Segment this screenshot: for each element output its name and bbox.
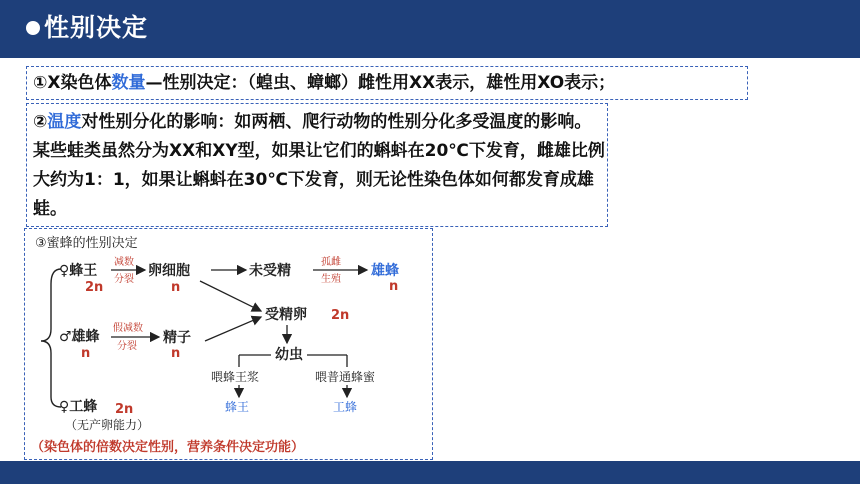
page-title: 性别决定 [44,13,149,42]
queen-result-label: 蜂王 [225,400,250,414]
worker-ploidy: 2n [115,402,134,417]
drone-label: ♂雄蜂 [59,329,100,345]
pseudo-meiosis-label-bottom: 分裂 [117,341,137,352]
footer-bar [0,461,860,484]
drone-result-label: 雄蜂 [371,263,399,279]
drone-ploidy: n [81,346,91,361]
point1-prefix: ①X染色体 [33,73,112,93]
meiosis-label-bottom: 分裂 [114,274,134,285]
arrow-egg-zygote [200,281,261,311]
bee-diagram-box [24,228,433,460]
ordinary-honey-label: 喂普通蜂蜜 [315,370,376,384]
zygote-ploidy: 2n [331,308,350,323]
point1-keyword: 数量 [111,73,146,93]
point2-rest: 对性别分化的影响：如两栖、爬行动物的性别分化多受温度的影响。某些蛙类虽然分为XX和XY型，如果让它们的蝌蚪在20℃下发育，雌雄比例大约为1：1，如果让蝌蚪在30℃下发育，则无论性染色体如何都发育成雄蛙。 [33,112,605,219]
larva-label: 幼虫 [275,347,303,363]
point2-prefix: ② [33,112,48,132]
pseudo-meiosis-label-top: 假减数 [113,323,143,334]
point1-rest: —性别决定：（蝗虫、蟑螂）雌性用XX表示，雄性用XO表示； [145,73,616,93]
point1-box [26,66,748,100]
meiosis-label-top: 减数 [114,257,134,268]
point2-keyword: 温度 [47,112,82,132]
arrow-sperm-zygote [205,317,261,341]
egg-ploidy: n [171,280,181,295]
left-brace [41,269,61,407]
parthenogenesis-label-top: 孤雌 [321,257,341,268]
bee-diagram [25,229,432,459]
bee-summary: （染色体的倍数决定性别，营养条件决定功能） [31,440,305,455]
queen-label: ♀蜂王 [59,263,98,279]
drone-result-ploidy: n [389,279,399,294]
unfertilized-label: 未受精 [249,263,291,279]
worker-note: （无产卵能力） [65,418,150,432]
point2-box [26,103,608,227]
point1-text [33,72,615,94]
sperm-label: 精子 [163,330,191,346]
queen-ploidy: 2n [85,280,104,295]
worker-result-label: 工蜂 [333,400,358,414]
egg-label: 卵细胞 [148,263,190,279]
bullet-icon [26,21,40,35]
point2-text [33,108,605,224]
worker-label: ♀工蜂 [59,399,98,415]
header-bar [0,0,860,58]
zygote-label: 受精卵 [265,307,307,323]
bee-title: ③蜜蜂的性别决定 [35,236,138,251]
parthenogenesis-label-bottom: 生殖 [321,274,341,285]
royal-jelly-label: 喂蜂王浆 [211,370,260,384]
sperm-ploidy: n [171,346,181,361]
